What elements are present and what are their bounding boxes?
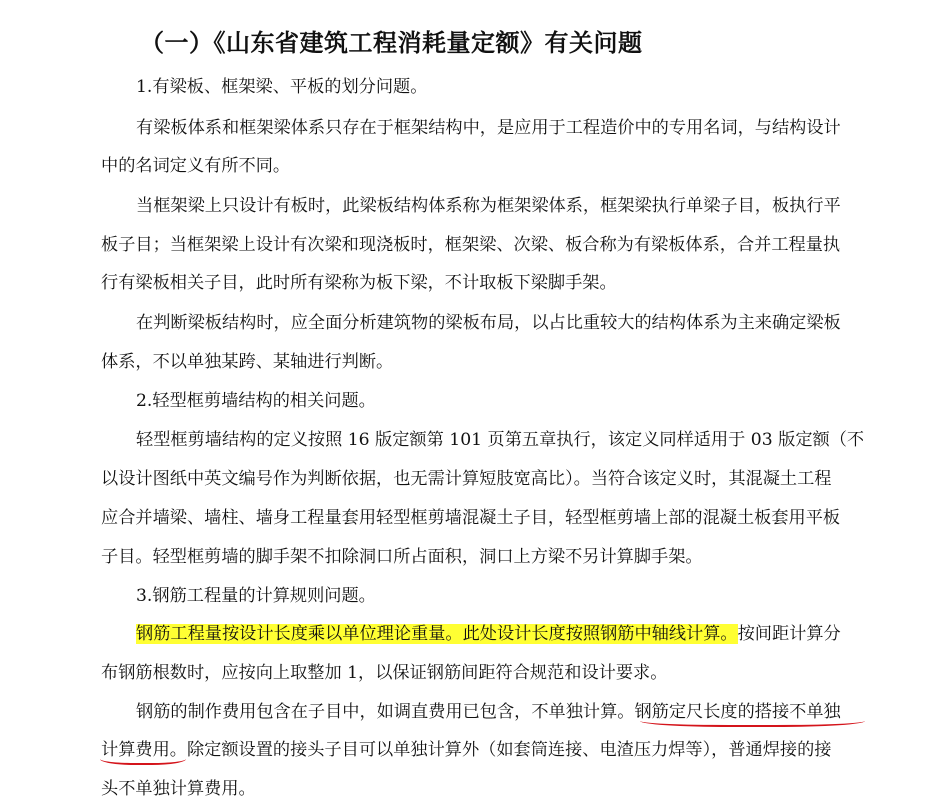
- paragraph-6-line-3: 头不单独计算费用。: [101, 779, 256, 799]
- section-title: （一）《山东省建筑工程消耗量定额》有关问题: [140, 29, 643, 57]
- paragraph-4-line-4: 子目。轻型框剪墙的脚手架不扣除洞口所占面积，洞口上方梁不另计算脚手架。: [101, 547, 703, 567]
- highlighted-text: 钢筋工程量按设计长度乘以单位理论重量。此处设计长度按照钢筋中轴线计算。: [136, 624, 738, 644]
- paragraph-4-line-1: 轻型框剪墙结构的定义按照 16 版定额第 101 页第五章执行，该定义同样适用于 03 版定额（不: [136, 430, 865, 450]
- paragraph-6-line-2: [101, 737, 831, 763]
- red-underline-1: [640, 721, 865, 727]
- red-underline-2: [100, 759, 186, 765]
- paragraph-4-line-2: 以设计图纸中英文编号作为判断依据，也无需计算短肢宽高比）。当符合该定义时，其混凝土工程: [101, 469, 832, 489]
- paragraph-6-line-2-b: 除定额设置的接头子目可以单独计算外（如套筒连接、电渣压力焊等），普通焊接的接: [186, 740, 832, 760]
- paragraph-5-line-1: [136, 621, 841, 647]
- section-2-heading: 2.轻型框剪墙结构的相关问题。: [136, 391, 376, 411]
- paragraph-1-line-1: 有梁板体系和框架梁体系只存在于框架结构中，是应用于工程造价中的专用名词，与结构设计: [136, 118, 841, 138]
- paragraph-5-line-2: 布钢筋根数时，应按向上取整加 1，以保证钢筋间距符合规范和设计要求。: [101, 663, 668, 683]
- paragraph-3-line-2: 体系，不以单独某跨、某轴进行判断。: [101, 352, 394, 372]
- paragraph-3-line-1: 在判断梁板结构时，应全面分析建筑物的梁板布局，以占比重较大的结构体系为主来确定梁板: [136, 313, 841, 333]
- underlined-text-1: 钢筋定尺长度的搭接不单独: [634, 702, 841, 722]
- section-1-heading: 1.有梁板、框架梁、平板的划分问题。: [136, 77, 428, 97]
- paragraph-2-line-3: 行有梁板相关子目，此时所有梁称为板下梁，不计取板下梁脚手架。: [101, 273, 617, 293]
- paragraph-5-line-1-rest: 按间距计算分: [737, 624, 841, 644]
- paragraph-4-line-3: 应合并墙梁、墙柱、墙身工程量套用轻型框剪墙混凝土子目，轻型框剪墙上部的混凝土板套用平板: [101, 508, 841, 528]
- paragraph-1-line-2: 中的名词定义有所不同。: [101, 156, 291, 176]
- section-3-heading: 3.钢筋工程量的计算规则问题。: [136, 586, 376, 606]
- paragraph-2-line-2: 板子目；当框架梁上设计有次梁和现浇板时，框架梁、次梁、板合称为有梁板体系，合并工程量执: [101, 235, 841, 255]
- underlined-text-2: 计算费用。: [101, 740, 187, 760]
- paragraph-6-line-1-a: 钢筋的制作费用包含在子目中，如调直费用已包含，不单独计算。: [136, 702, 635, 722]
- paragraph-2-line-1: 当框架梁上只设计有板时，此梁板结构体系称为框架梁体系，框架梁执行单梁子目，板执行平: [136, 196, 841, 216]
